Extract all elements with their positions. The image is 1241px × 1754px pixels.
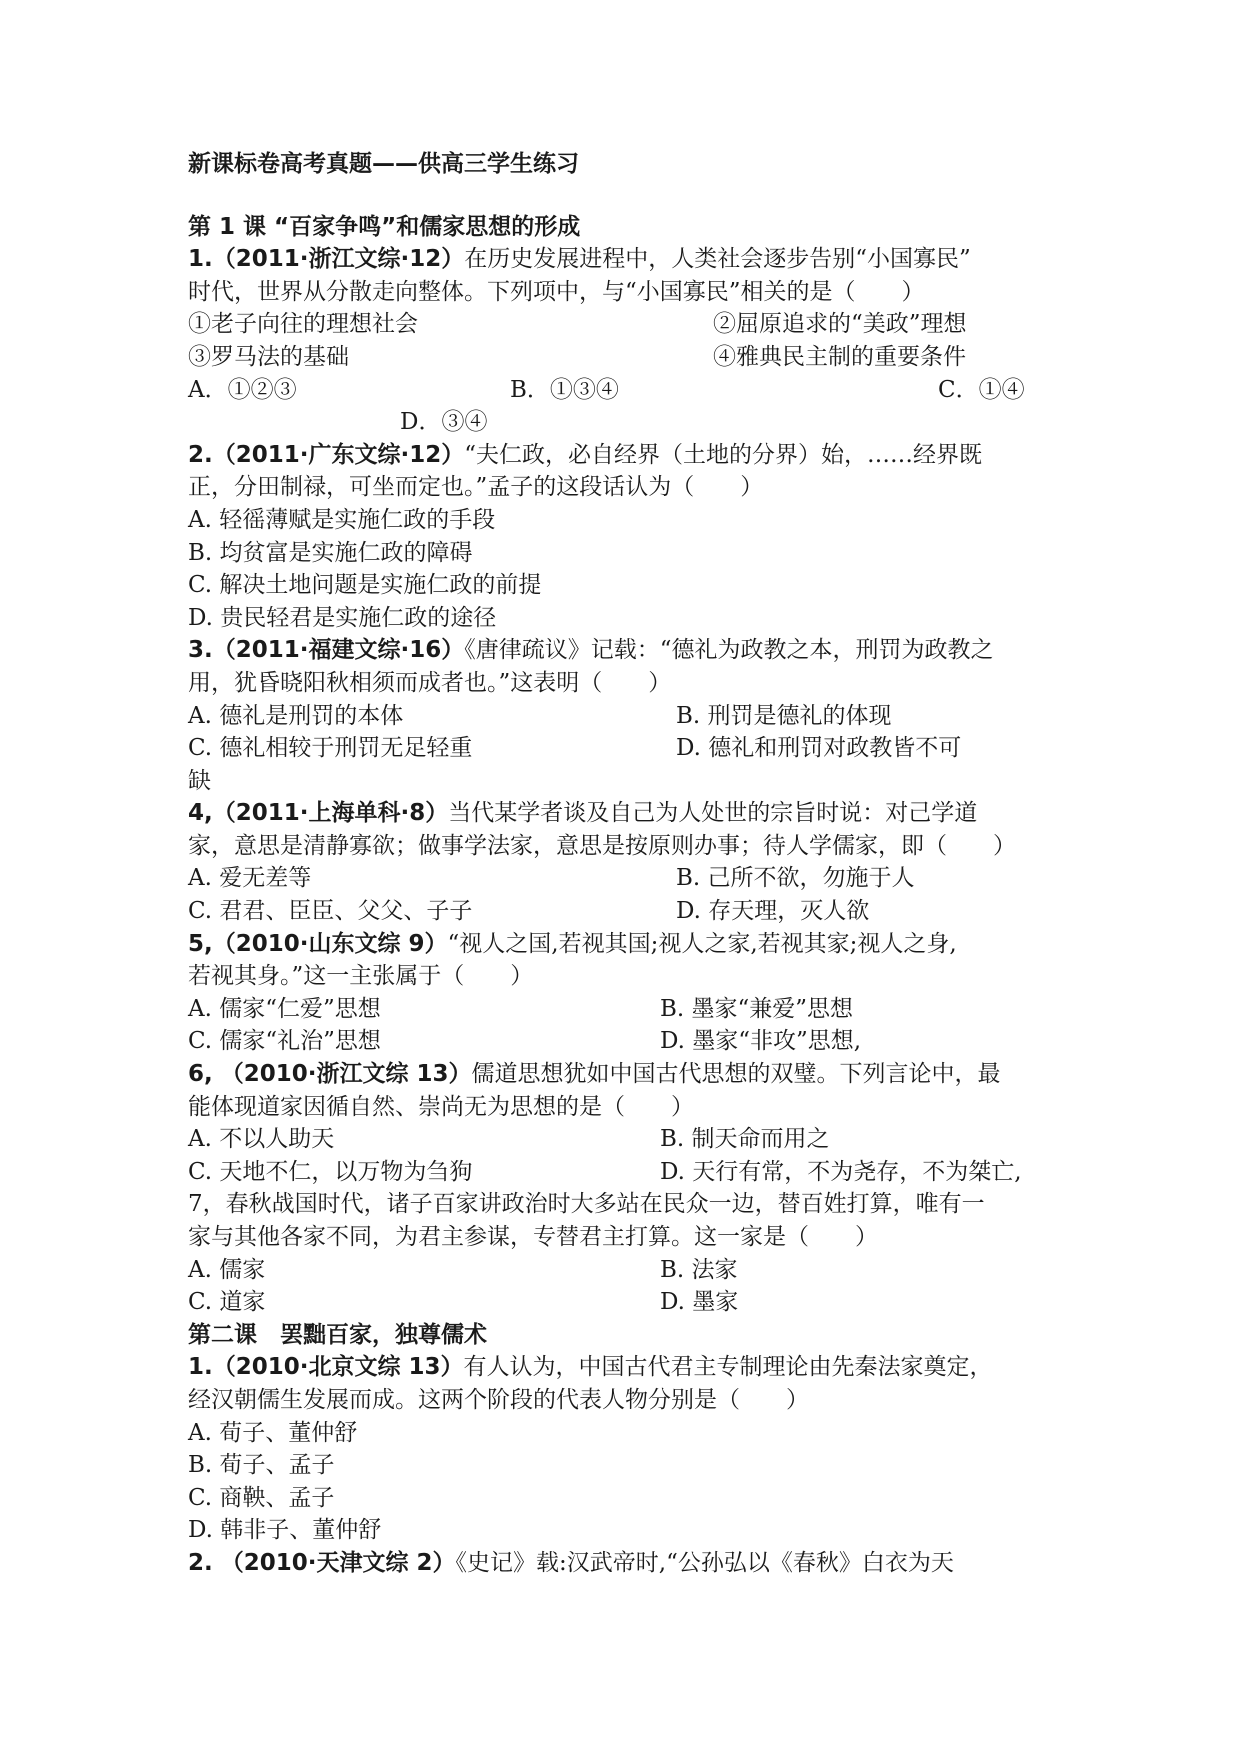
- option-row: [188, 406, 1088, 439]
- option-row: [188, 1156, 1088, 1189]
- option-c: C. 天地不仁，以万物为刍狗: [188, 1158, 473, 1185]
- option-b: B. 己所不欲，勿施于人: [676, 865, 915, 892]
- question-text-cont: 能体现道家因循自然、崇尚无为思想的是（ ）: [188, 1093, 694, 1120]
- option-d: D．③④: [400, 409, 488, 436]
- statement-4: ④雅典民主制的重要条件: [713, 343, 966, 370]
- statement-row: [188, 341, 1088, 374]
- document-title: 新课标卷高考真题——供高三学生练习: [188, 151, 579, 177]
- option-d: D. 贵民轻君是实施仁政的途径: [188, 604, 497, 631]
- question-source: 5,（2010·山东文综 9）: [188, 930, 448, 957]
- option-row: [188, 732, 1088, 765]
- option-a: A. 荀子、董仲舒: [188, 1419, 358, 1446]
- option-c: C. 君君、臣臣、父父、子子: [188, 898, 473, 925]
- question-source: 3.（2011·福建文综·16）: [188, 637, 465, 664]
- option-row: [188, 993, 1088, 1026]
- option-row: [188, 700, 1088, 733]
- option-b: B. 制天命而用之: [660, 1126, 830, 1153]
- question-l1-q5: [188, 928, 1088, 961]
- question-text-cont: 用，犹昏晓阳秋相须而成者也。”这表明（ ）: [188, 669, 672, 696]
- question-text-cont: 家与其他各家不同，为君主参谋，专替君主打算。这一家是（ ）: [188, 1224, 878, 1250]
- option-d: D. 墨家“非攻”思想,: [660, 1028, 862, 1055]
- option-c: C．①④: [938, 376, 1025, 403]
- statement-3: ③罗马法的基础: [188, 343, 349, 370]
- option-d: D. 天行有常，不为尧存，不为桀亡,: [660, 1158, 1022, 1185]
- option-a: A. 儒家“仁爱”思想: [188, 995, 381, 1022]
- option-b: B. 均贫富是实施仁政的障碍: [188, 539, 473, 566]
- option-row: [188, 1123, 1088, 1156]
- question-text: “夫仁政，必自经界（土地的分界）始，……经界既: [464, 441, 983, 468]
- question-l1-q7: 7，春秋战国时代，诸子百家讲政治时大多站在民众一边，替百姓打算，唯有一: [188, 1191, 985, 1218]
- question-text-cont: 家，意思是清静寡欲；做事学法家，意思是按原则办事；待人学儒家，即（ ）: [188, 832, 1016, 859]
- option-row: [188, 895, 1088, 928]
- question-text: 当代某学者谈及自己为人处世的宗旨时说：对己学道: [448, 800, 978, 827]
- option-d: D. 存天理，灭人欲: [676, 898, 870, 925]
- option-a: A．①②③: [188, 376, 297, 403]
- option-b: B. 荀子、孟子: [188, 1452, 335, 1479]
- option-row: [188, 1254, 1088, 1287]
- option-c: C. 解决土地问题是实施仁政的前提: [188, 572, 542, 599]
- question-l2-q2: [188, 1547, 1088, 1580]
- question-text: 《史记》载:汉武帝时,“公孙弘以《春秋》白衣为天: [455, 1549, 954, 1576]
- question-text-cont: 时代，世界从分散走向整体。下列项中，与“小国寡民”相关的是（ ）: [188, 278, 925, 305]
- statement-2: ②屈原追求的“美政”理想: [713, 311, 967, 338]
- question-source: 2. （2010·天津文综 2）: [188, 1549, 456, 1576]
- lesson2-heading: 第二课 罢黜百家，独尊儒术: [188, 1321, 487, 1348]
- question-text: 《唐律疏议》记载：“德礼为政教之本，刑罚为政教之: [464, 637, 994, 664]
- question-text-cont: 正，分田制禄，可坐而定也。”孟子的这段话认为（ ）: [188, 474, 764, 501]
- option-d: D. 德礼和刑罚对政教皆不可: [676, 735, 962, 762]
- statement-1: ①老子向往的理想社会: [188, 311, 418, 338]
- question-text: “视人之国,若视其国;视人之家,若视其家;视人之身,: [447, 930, 957, 957]
- statement-row: [188, 308, 1088, 341]
- option-c: C. 商鞅、孟子: [188, 1484, 335, 1511]
- option-b: B. 法家: [660, 1256, 738, 1283]
- question-source: 1.（2010·北京文综 13）: [188, 1354, 464, 1381]
- lesson1-heading: 第 1 课 “百家争鸣”和儒家思想的形成: [188, 213, 581, 240]
- question-text: 有人认为，中国古代君主专制理论由先秦法家奠定，: [463, 1354, 993, 1381]
- question-text-cont: 若视其身。”这一主张属于（ ）: [188, 963, 534, 990]
- option-c: C. 德礼相较于刑罚无足轻重: [188, 735, 473, 762]
- question-l1-q3: [188, 634, 1088, 667]
- question-l1-q2: [188, 439, 1088, 472]
- option-d-cont: 缺: [188, 767, 211, 794]
- question-source: 6, （2010·浙江文综 13）: [188, 1061, 472, 1088]
- option-b: B. 墨家“兼爱”思想: [660, 995, 854, 1022]
- question-text: 儒道思想犹如中国古代思想的双璧。下列言论中，最: [471, 1061, 1001, 1088]
- question-l2-q1: [188, 1351, 1088, 1384]
- option-a: A. 德礼是刑罚的本体: [188, 702, 404, 729]
- question-source: 1.（2011·浙江文综·12）: [188, 246, 465, 273]
- document-page: [188, 148, 1088, 1580]
- option-a: A. 儒家: [188, 1256, 266, 1283]
- option-b: B．①③④: [510, 376, 619, 403]
- option-b: B. 刑罚是德礼的体现: [676, 702, 892, 729]
- option-row: [188, 862, 1088, 895]
- question-l1-q6: [188, 1058, 1088, 1091]
- question-l1-q1: [188, 243, 1088, 276]
- option-c: C. 儒家“礼治”思想: [188, 1028, 381, 1055]
- option-d: D. 墨家: [660, 1289, 739, 1316]
- option-c: C. 道家: [188, 1289, 266, 1316]
- option-a: A. 轻徭薄赋是实施仁政的手段: [188, 506, 496, 533]
- option-row: [188, 1025, 1088, 1058]
- question-source: 2.（2011·广东文综·12）: [188, 441, 465, 468]
- option-d: D. 韩非子、董仲舒: [188, 1517, 382, 1544]
- question-l1-q4: [188, 797, 1088, 830]
- option-row: [188, 1286, 1088, 1319]
- option-row: [188, 374, 1088, 407]
- option-a: A. 爱无差等: [188, 865, 312, 892]
- question-source: 4,（2011·上海单科·8）: [188, 800, 449, 827]
- option-a: A. 不以人助天: [188, 1126, 335, 1153]
- question-text-cont: 经汉朝儒生发展而成。这两个阶段的代表人物分别是（ ）: [188, 1386, 809, 1413]
- question-text: 在历史发展进程中，人类社会逐步告别“小国寡民”: [464, 246, 971, 273]
